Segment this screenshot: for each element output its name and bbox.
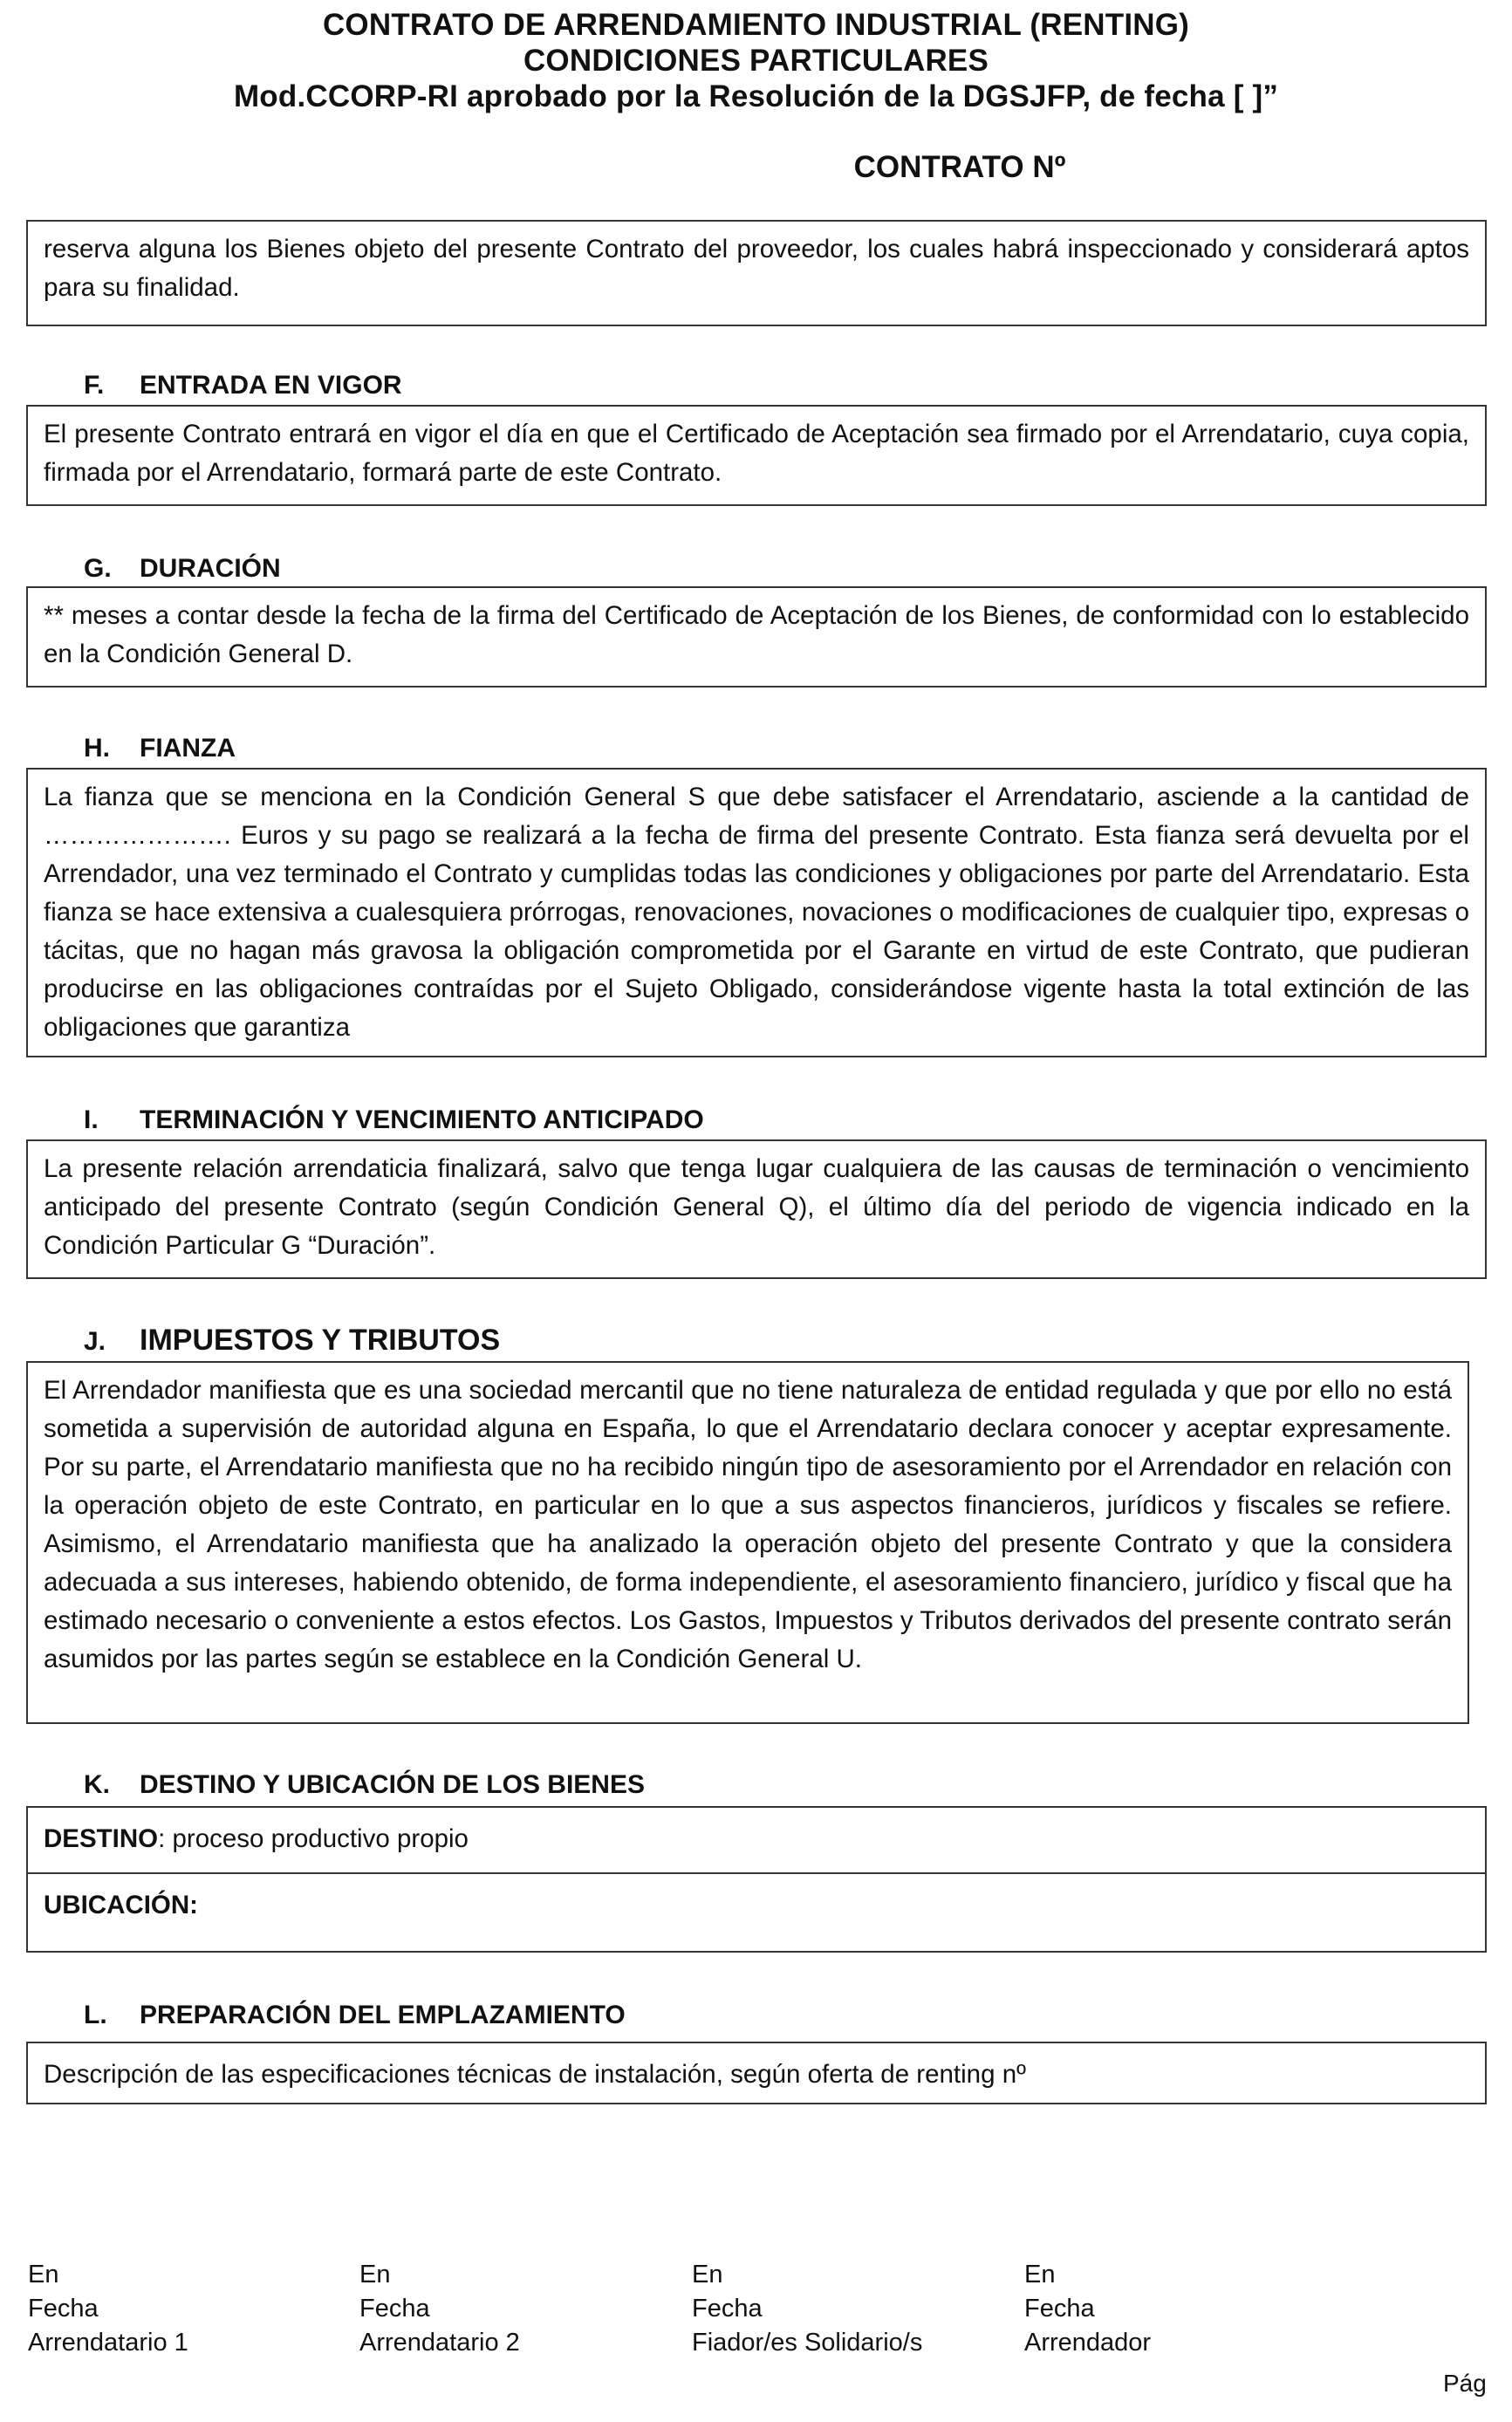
signature-block-fiador <box>692 2258 1023 2360</box>
intro-text: reserva alguna los Bienes objeto del presente Contrato del proveedor, los cuales habrá inspeccionado y considerará aptos para su finalidad. <box>44 235 1469 302</box>
section-title: TERMINACIÓN Y VENCIMIENTO ANTICIPADO <box>140 1105 704 1134</box>
section-f-box <box>26 405 1487 506</box>
contract-number-label: CONTRATO Nº <box>853 150 1066 184</box>
section-k-heading <box>84 1768 645 1803</box>
destino-row <box>28 1808 1485 1874</box>
signature-role: Arrendatario 1 <box>28 2329 188 2357</box>
section-letter: L. <box>84 2001 107 2029</box>
signature-date: Fecha <box>28 2295 99 2323</box>
signature-role: Arrendador <box>1024 2329 1152 2357</box>
section-i-box <box>26 1139 1487 1279</box>
section-g-box <box>26 586 1487 688</box>
ubicacion-row <box>28 1874 1485 1925</box>
section-h-text: La fianza que se menciona en la Condición General S que debe satisfacer el Arrendatario, asciende a la cantidad de …………………. Euros y su pago se realizará a la fecha de firma del presente Contrato. Esta fianza será devuelta por el Arrendador, una vez terminado el Contrato y cumplidas todas las condiciones y obligaciones por parte del Arrendatario. Esta fianza se hace extensiva a cualesquiera prórrogas, renovaciones, novaciones o modificaciones de cualquier tipo, expresas o tácitas, que no hagan más gravosa la obligación comprometida por el Garante en virtud de este Contrato, que pudieran producirse en las obligaciones contraídas por el Sujeto Obligado, considerándose vigente hasta la total extinción de las obligaciones que garantiza <box>44 783 1469 1042</box>
section-letter: H. <box>84 734 110 763</box>
section-letter: I. <box>84 1105 99 1134</box>
section-title: ENTRADA EN VIGOR <box>140 371 402 400</box>
ubicacion-label: UBICACIÓN: <box>44 1891 198 1919</box>
signature-date: Fecha <box>1024 2295 1095 2323</box>
section-k-box <box>26 1806 1487 1953</box>
header-title: CONTRATO DE ARRENDAMIENTO INDUSTRIAL (RENTING) <box>322 8 1190 42</box>
destino-label: DESTINO <box>44 1824 159 1853</box>
signature-date: Fecha <box>692 2295 763 2323</box>
section-g-text: ** meses a contar desde la fecha de la firma del Certificado de Aceptación de los Bienes, de conformidad con lo establecido en la Condición General D. <box>44 601 1469 668</box>
header-model-reference: Mod.CCORP-RI aprobado por la Resolución de la DGSJFP, de fecha [ ]” <box>233 79 1279 113</box>
section-title: DURACIÓN <box>140 554 281 583</box>
section-g-heading <box>84 551 281 586</box>
section-l-text: Descripción de las especificaciones técnicas de instalación, según oferta de renting nº <box>44 2060 1026 2089</box>
section-f-heading <box>84 368 402 403</box>
signature-block-arrendador <box>1024 2258 1338 2360</box>
section-j-heading <box>84 1323 500 1359</box>
section-j-box <box>26 1361 1469 1724</box>
signature-role: Arrendatario 2 <box>359 2329 520 2357</box>
section-h-box <box>26 768 1487 1057</box>
document-header <box>0 7 1512 114</box>
section-j-text: El Arrendador manifiesta que es una sociedad mercantil que no tiene naturaleza de entidad regulada y que por ello no está sometida a supervisión de autoridad alguna en España, lo que el Arrendatario declara conocer y aceptar expresamente. Por su parte, el Arrendatario manifiesta que no ha recibido ningún tipo de asesoramiento por el Arrendador en relación con la operación objeto de este Contrato, en particular en lo que a sus aspectos financieros, jurídicos y fiscales se refiere. Asimismo, el Arrendatario manifiesta que ha analizado la operación objeto del presente Contrato y que la considera adecuada a sus intereses, habiendo obtenido, de forma independiente, el asesoramiento financiero, jurídico y fiscal que ha estimado necesario o conveniente a estos efectos. Los Gastos, Impuestos y Tributos derivados del presente contrato serán asumidos por las partes según se establece en la Condición General U. <box>44 1376 1452 1673</box>
signature-block-arrendatario-2 <box>359 2258 691 2360</box>
section-title: FIANZA <box>140 734 236 763</box>
signature-place: En <box>692 2261 723 2289</box>
header-subtitle: CONDICIONES PARTICULARES <box>523 44 989 78</box>
section-i-text: La presente relación arrendaticia finalizará, salvo que tenga lugar cualquiera de las causas de terminación o vencimiento anticipado del presente Contrato (según Condición General Q), el último día del periodo de vigencia indicado en la Condición Particular G “Duración”. <box>44 1154 1469 1260</box>
section-i-heading <box>84 1103 704 1138</box>
section-letter: K. <box>84 1770 110 1799</box>
signature-place: En <box>28 2261 59 2289</box>
section-title: PREPARACIÓN DEL EMPLAZAMIENTO <box>140 2001 626 2029</box>
section-letter: G. <box>84 554 112 583</box>
signature-role: Fiador/es Solidario/s <box>692 2329 923 2357</box>
section-h-heading <box>84 731 236 766</box>
section-title: IMPUESTOS Y TRIBUTOS <box>140 1324 501 1357</box>
signature-date: Fecha <box>359 2295 430 2323</box>
intro-box <box>26 220 1487 326</box>
page-number-label: Pág <box>1443 2370 1487 2397</box>
section-title: DESTINO Y UBICACIÓN DE LOS BIENES <box>140 1770 645 1799</box>
signature-block-arrendatario-1 <box>28 2258 359 2360</box>
section-f-text: El presente Contrato entrará en vigor el día en que el Certificado de Aceptación sea firmado por el Arrendatario, cuya copia, firmada por el Arrendatario, formará parte de este Contrato. <box>44 420 1469 487</box>
destino-value: : proceso productivo propio <box>158 1824 469 1853</box>
signature-place: En <box>1024 2261 1056 2289</box>
section-l-box <box>26 2042 1487 2104</box>
section-l-heading <box>84 1998 626 2033</box>
signature-place: En <box>359 2261 391 2289</box>
section-letter: J. <box>84 1327 106 1356</box>
section-letter: F. <box>84 371 105 400</box>
